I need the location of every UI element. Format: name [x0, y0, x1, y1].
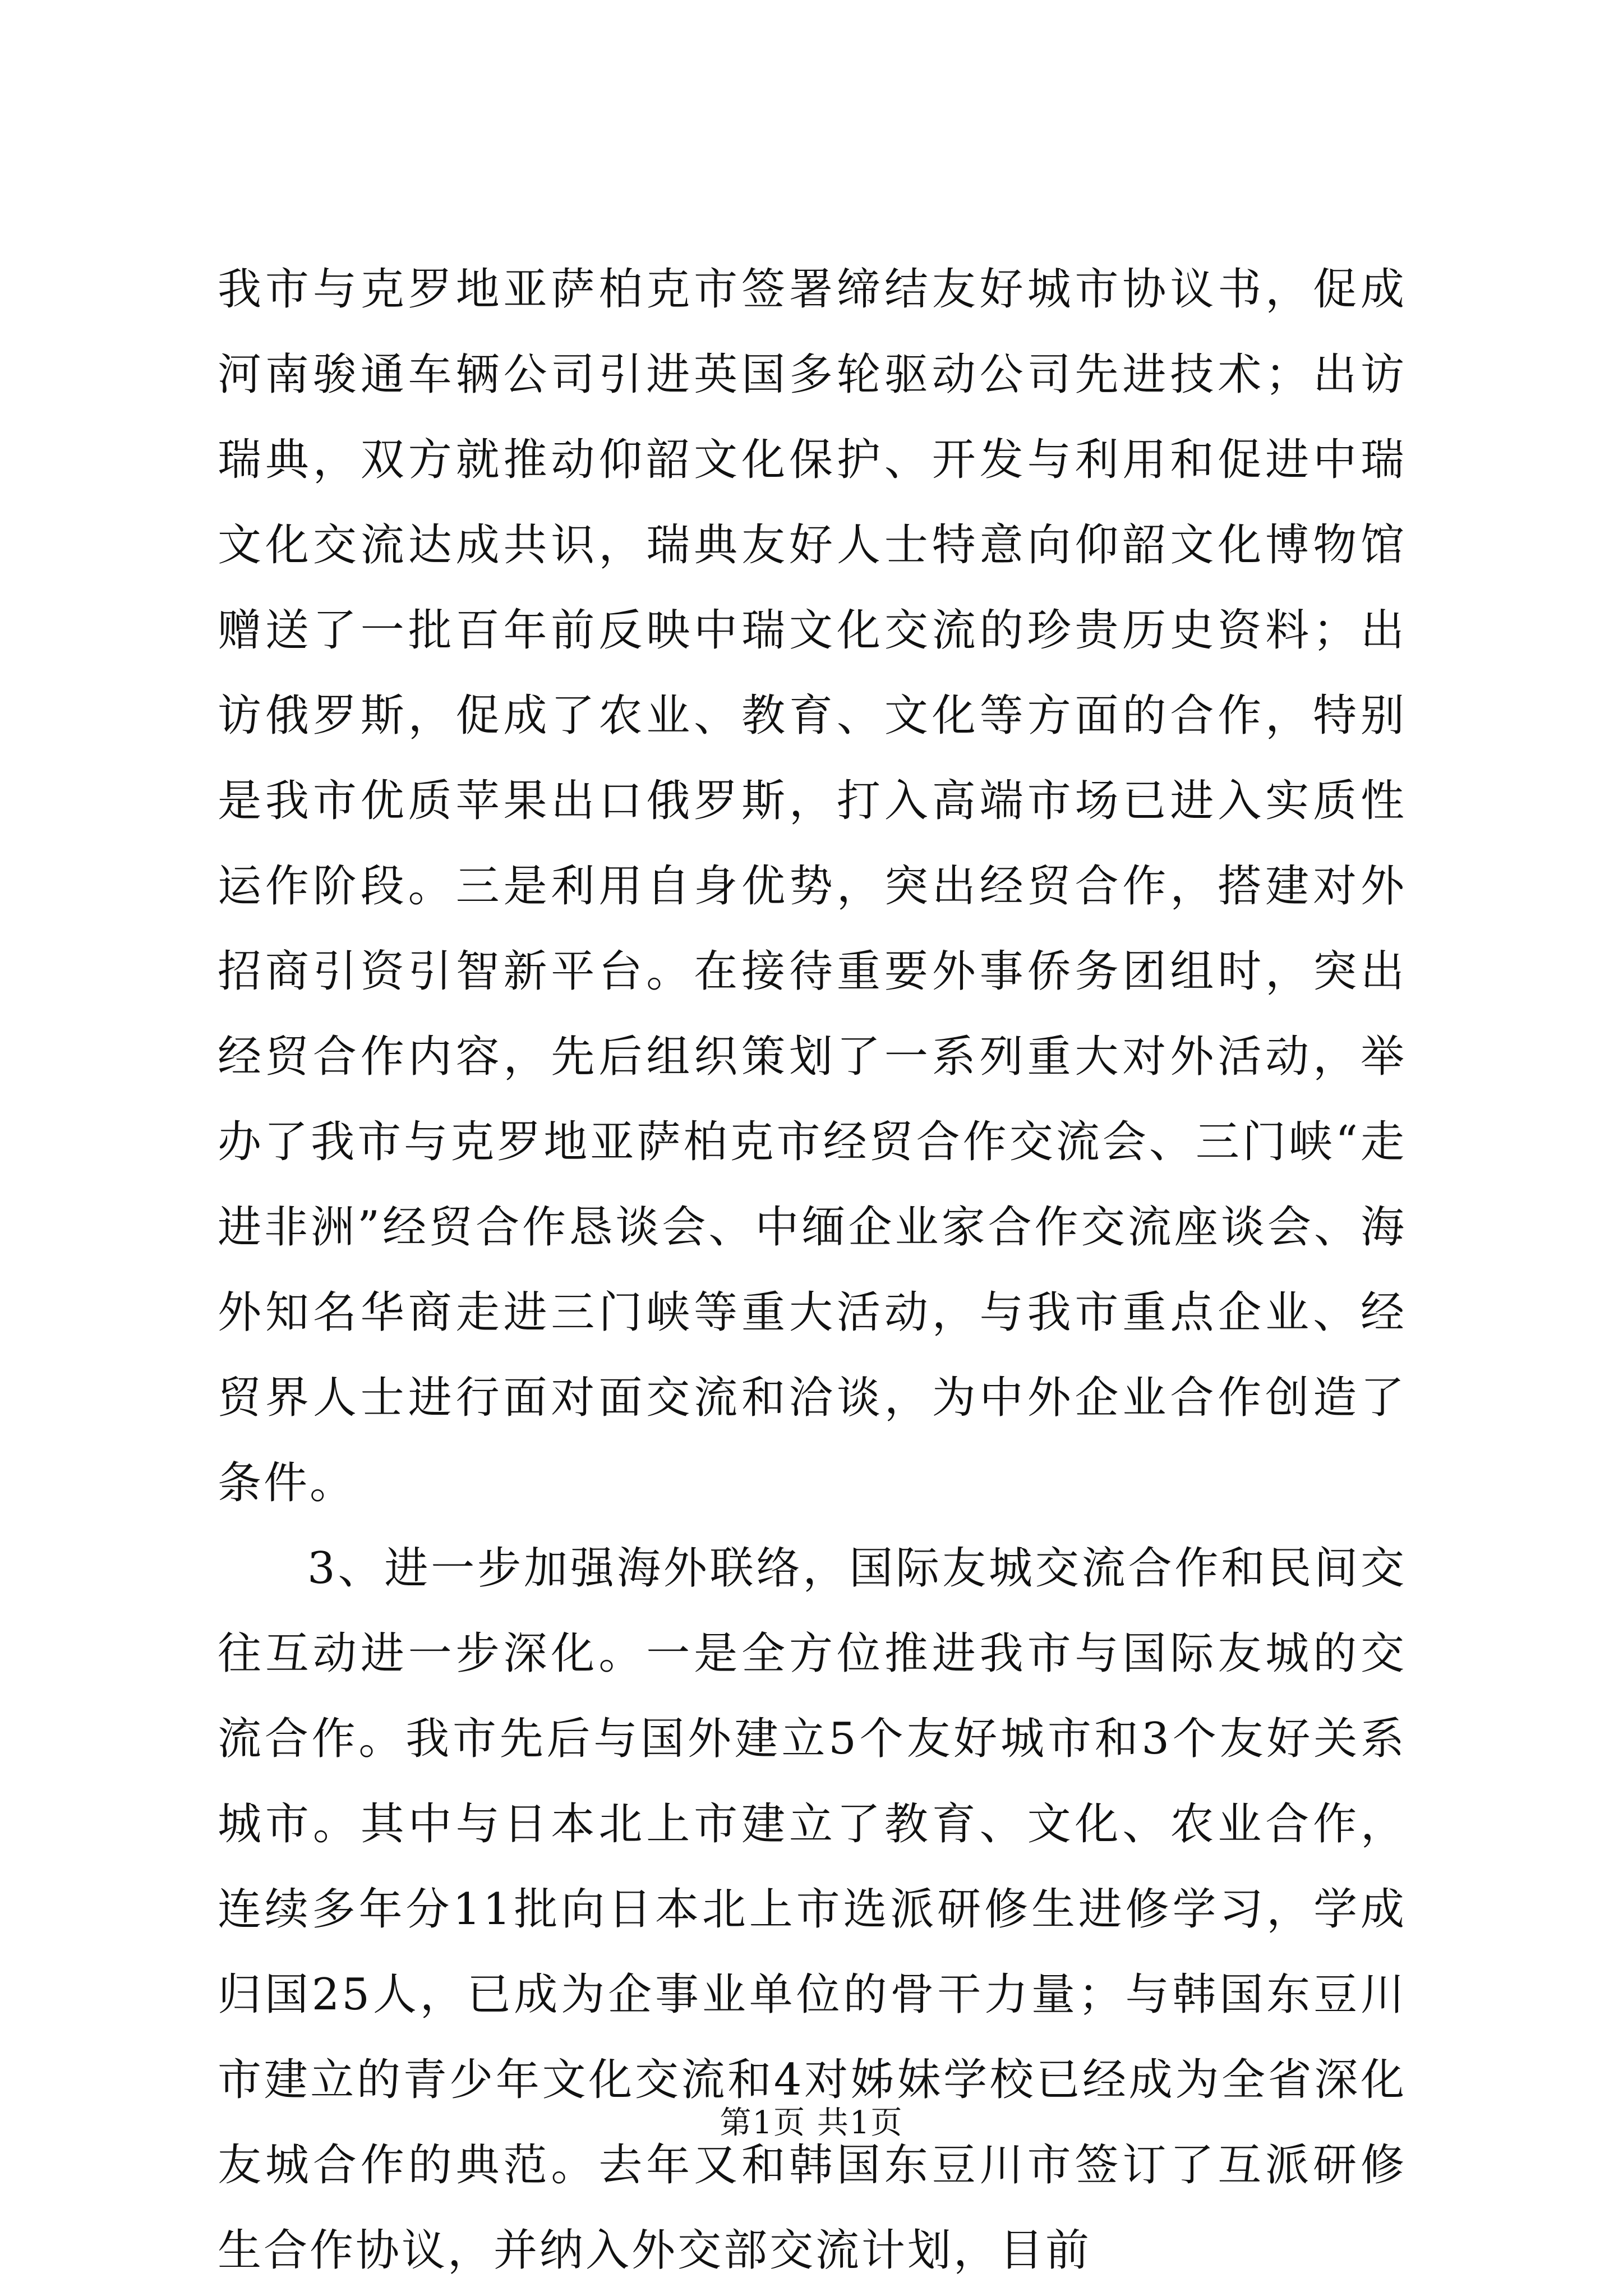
paragraph-section-3: 3、进一步加强海外联络，国际友城交流合作和民间交往互动进一步深化。一是全方位推进我市与国际友城的交流合作。我市先后与国外建立5个友好城市和3个友好关系城市。其中与日本北上市建立了教育、文化、农业合作，连续多年分11批向日本北上市选派研修生进修学习，学成归国25人，已成为企事业单位的骨干力量；与韩国东豆川市建立的青少年文化交流和4对姊妹学校已经成为全省深化友城合作的典范。去年又和韩国东豆川市签订了互派研修生合作协议，并纳入外交部交流计划，目前: [218, 1543, 1407, 2276]
document-body: [218, 247, 1407, 2293]
paragraph-continuation: 我市与克罗地亚萨柏克市签署缔结友好城市协议书，促成河南骏通车辆公司引进英国多轮驱动公司先进技术；出访瑞典，双方就推动仰韶文化保护、开发与利用和促进中瑞文化交流达成共识，瑞典友好人士特意向仰韶文化博物馆赠送了一批百年前反映中瑞文化交流的珍贵历史资料；出访俄罗斯，促成了农业、教育、文化等方面的合作，特别是我市优质苹果出口俄罗斯，打入高端市场已进入实质性运作阶段。三是利用自身优势，突出经贸合作，搭建对外招商引资引智新平台。在接待重要外事侨务团组时，突出经贸合作内容，先后组织策划了一系列重大对外活动，举办了我市与克罗地亚萨柏克市经贸合作交流会、三门峡“走进非洲”经贸合作恳谈会、中缅企业家合作交流座谈会、海外知名华商走进三门峡等重大活动，与我市重点企业、经贸界人士进行面对面交流和洽谈，为中外企业合作创造了条件。: [218, 264, 1407, 1508]
page-number-footer: 第1页 共1页: [720, 2105, 903, 2141]
